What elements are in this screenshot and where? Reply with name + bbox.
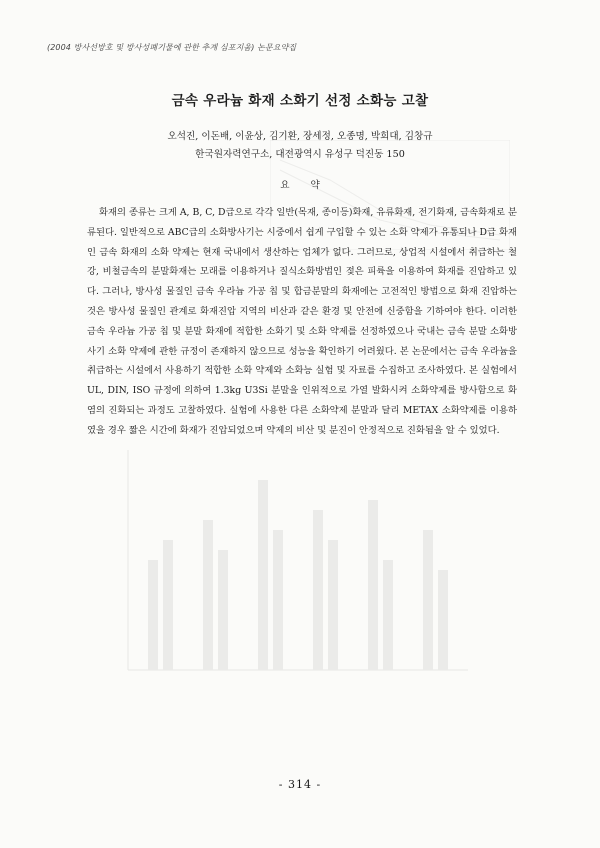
bleed-through-figure-bottom	[118, 440, 478, 680]
author-affiliation: 한국원자력연구소, 대전광역시 유성구 덕진동 150	[195, 149, 405, 160]
author-list: 오석진, 이돈배, 이윤상, 김기환, 장세정, 오종명, 박희대, 김창규	[167, 131, 433, 142]
proceedings-header: (2004 방사선방호 및 방사성폐기물에 관한 추계 심포지움) 논문요약집	[47, 43, 297, 52]
page-number: - 314 -	[278, 778, 322, 791]
abstract-body: 화재의 종류는 크게 A, B, C, D급으로 각각 일반(목재, 종이등)화재, 유류화재, 전기화재, 금속화재로 분류된다. 일반적으로 ABC급의 소화방사기는 시중에서 쉽게 구입할 수 있는 소화 약제가 유통되나 D급 화재인 금속 화재의 소화 약제는 현재 국내에서 생산하는 업체가 없다. 그러므로, 상업적 시설에서 취급하는 철강, 비철금속의 분말화재는 모래를 이용하거나 질식소화방법인 젖은 피륙을 이용하여 화재를 진압하고 있다. 그러나, 방사성 물질인 금속 우라늄 가공 칩 및 합금분말의 화재에는 고전적인 방법으로 화재 진압하는 것은 방사성 물질인 관계로 화재진압 지역의 비산과 같은 환경 및 안전에 신중함을 기하여야 한다. 이러한 금속 우라늄 가공 칩 및 분말 화재에 적합한 소화기 및 소화 약제를 선정하였으나 국내는 금속 분말 소화방사기 소화 약제에 관한 규정이 존재하지 않으므로 성능을 확인하기 어려웠다. 본 논문에서는 금속 우라늄을 취급하는 시설에서 사용하기 적합한 소화 약제와 소화능 실험 및 자료를 수집하고 조사하였다. 본 실험에서 UL, DIN, ISO 규정에 의하여 1.3kg U3Si 분말을 인위적으로 가열 발화시켜 소화약제를 방사함으로 화염의 진화되는 과정도 고찰하였다. 실험에 사용한 다른 소화약제 분말과 달리 METAX 소화약제를 이용하였을 경우 짧은 시간에 화재가 진압되었으며 약제의 비산 및 분진이 안정적으로 진화됨을 알 수 있었다.	[87, 207, 517, 436]
paper-title: 금속 우라늄 화재 소화기 선정 소화능 고찰	[171, 93, 429, 109]
abstract-heading: 요 약	[280, 180, 329, 191]
